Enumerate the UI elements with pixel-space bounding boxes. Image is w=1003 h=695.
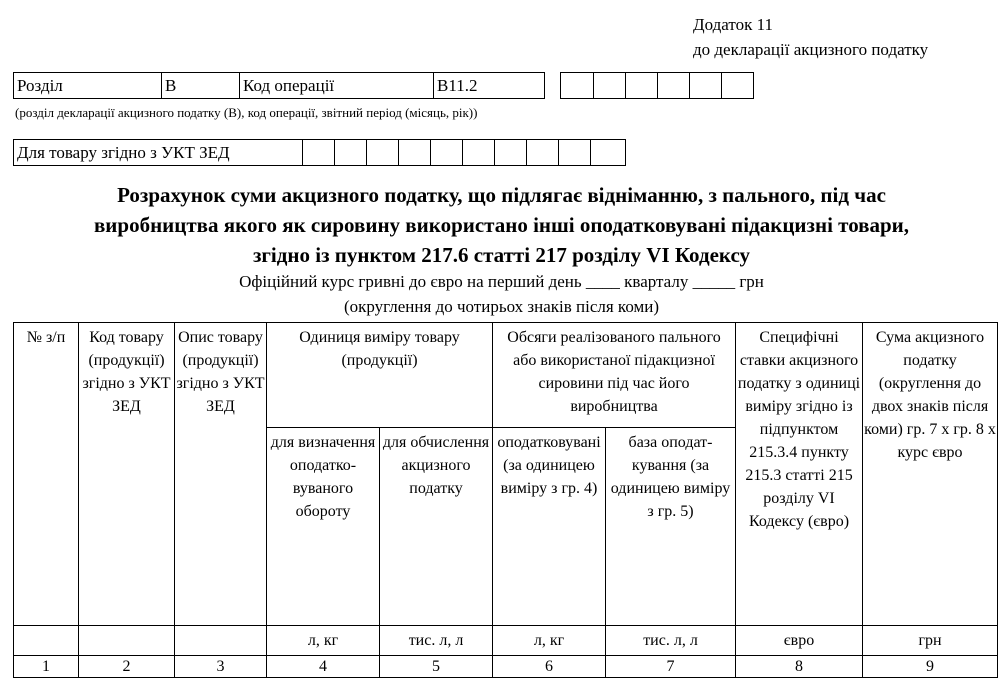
column-number: 1 <box>14 656 79 678</box>
section-value-field[interactable]: В <box>161 73 239 98</box>
column-number: 8 <box>736 656 863 678</box>
column-number: 7 <box>606 656 736 678</box>
header-row-number: № з/п <box>14 323 79 626</box>
column-number: 5 <box>380 656 493 678</box>
ukt-zed-row <box>13 139 626 166</box>
ukt-code-box[interactable] <box>494 140 526 165</box>
calculation-table <box>13 322 998 678</box>
period-box[interactable] <box>593 73 625 98</box>
period-box[interactable] <box>625 73 657 98</box>
section-label: Розділ <box>17 76 63 95</box>
period-box[interactable] <box>721 73 753 98</box>
appendix-header <box>693 12 928 62</box>
units-row <box>14 626 998 656</box>
section-row <box>13 72 545 99</box>
column-number: 2 <box>79 656 175 678</box>
header-volume-tax-base: база оподат-кування (за одиницею виміру з гр. 5) <box>606 428 736 626</box>
exchange-rate-line: Офіційний курс гривні до євро на перший день ____ кварталу _____ грн <box>239 272 764 291</box>
ukt-code-box[interactable] <box>590 140 626 165</box>
unit-cell: л, кг <box>493 626 606 656</box>
header-unit-tax: для обчислення акцизного податку <box>380 428 493 626</box>
unit-cell: л, кг <box>267 626 380 656</box>
column-number: 3 <box>175 656 267 678</box>
period-boxes <box>560 72 754 99</box>
header-product-code: Код товару (продукції) згідно з УКТ ЗЕД <box>79 323 175 626</box>
operation-code-field[interactable]: B11.2 <box>433 73 544 98</box>
unit-cell <box>175 626 267 656</box>
rounding-note: (округлення до чотирьох знаків після коми) <box>343 297 660 316</box>
ukt-code-box[interactable] <box>558 140 590 165</box>
ukt-code-box[interactable] <box>398 140 430 165</box>
unit-cell <box>79 626 175 656</box>
document-title <box>0 180 1003 270</box>
title-line-1: Розрахунок суми акцизного податку, що підлягає відніманню, з пального, під час <box>117 183 886 207</box>
ukt-code-box[interactable] <box>526 140 558 165</box>
column-number: 4 <box>267 656 380 678</box>
header-unit-turnover: для визначення оподатко-вуваного обороту <box>267 428 380 626</box>
unit-cell: тис. л, л <box>606 626 736 656</box>
section-note: (розділ декларації акцизного податку (В), код операції, звітний період (місяць, рік)) <box>15 105 478 120</box>
title-line-2: виробництва якого як сировину використано інші оподатковувані підакцизні товари, <box>93 213 910 237</box>
unit-cell: євро <box>736 626 863 656</box>
unit-cell: тис. л, л <box>380 626 493 656</box>
appendix-line-1: Додаток 11 <box>693 15 773 34</box>
column-numbers-row <box>14 656 998 678</box>
header-volume-group: Обсяги реалізованого пального або використаної підакцизної сировини під час його виробництва <box>493 323 736 428</box>
ukt-zed-label: Для товару згідно з УКТ ЗЕД <box>17 143 230 162</box>
header-specific-rate: Специфічні ставки акцизного податку з одиниці виміру згідно із підпунктом 215.3.4 пункту 215.3 статті 215 розділу VI Кодексу (євро) <box>736 323 863 626</box>
period-box[interactable] <box>657 73 689 98</box>
column-number: 6 <box>493 656 606 678</box>
ukt-code-box[interactable] <box>302 140 334 165</box>
period-box[interactable] <box>561 73 593 98</box>
unit-cell: грн <box>863 626 998 656</box>
operation-code-label: Код операції <box>239 73 433 98</box>
column-number: 9 <box>863 656 998 678</box>
header-volume-taxable: оподатковувані (за одиницею виміру з гр. 4) <box>493 428 606 626</box>
title-line-3: згідно із пунктом 217.6 статті 217 розділу VI Кодексу <box>252 243 751 267</box>
appendix-line-2: до декларації акцизного податку <box>693 40 929 59</box>
ukt-code-box[interactable] <box>366 140 398 165</box>
period-box[interactable] <box>689 73 721 98</box>
header-tax-amount: Сума акцизного податку (округлення до двох знаків після коми) гр. 7 х гр. 8 х курс євро <box>863 323 998 626</box>
ukt-code-box[interactable] <box>430 140 462 165</box>
unit-cell <box>14 626 79 656</box>
ukt-code-box[interactable] <box>334 140 366 165</box>
header-unit-group: Одиниця виміру товару (продукції) <box>267 323 493 428</box>
header-product-description: Опис товару (продукції) згідно з УКТ ЗЕД <box>175 323 267 626</box>
ukt-code-box[interactable] <box>462 140 494 165</box>
